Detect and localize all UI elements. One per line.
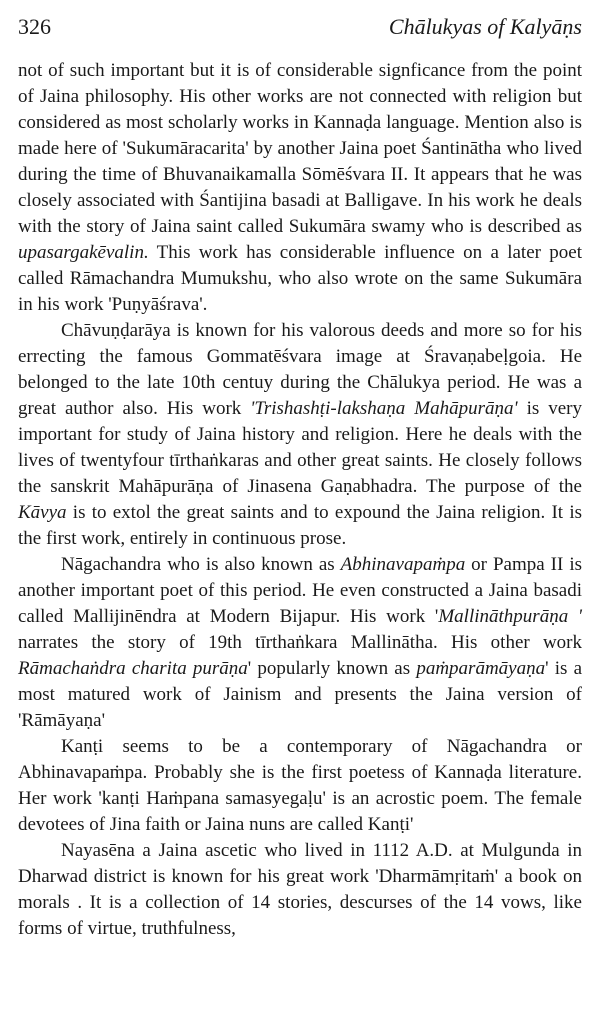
text-span: is very important for study of Jaina history and religion. Here he deals with the lives of twentyfour tīrthaṅkaras and other great saints. He closely follows the sanskrit Mahāpurāṇa of Jinasena Gaṇabhadra. The purpose of the bbox=[18, 398, 582, 497]
text-span: narrates the story of 19th tīrthaṅkara Mallinātha. His other work bbox=[18, 632, 582, 653]
text-span: ' is a most matured work of Jainism and presents the Jaina version of 'Rāmāyaṇa' bbox=[18, 658, 583, 731]
text-span: Kanṭi seems to be a contemporary of Nāgachandra or Abhinavapaṁpa. Probably she is the first poetess of Kannaḍa literature. Her work 'kanṭi Haṁpana samasyegaḷu' is an acrostic poem. The female devotees of Jina faith or Jaina nuns are called Kanṭi' bbox=[18, 736, 582, 835]
text-span: Nayasēna a Jaina ascetic who lived in 1112 A.D. at Mulgunda in Dharwad district is known for his great work 'Dharmāmṛitaṁ' a book on morals . It is a collection of 14 stories, descurses of the 14 vows, like forms of virtue, truthfulness, bbox=[18, 840, 582, 939]
text-span: is to extol the great saints and to expound the Jaina religion. It is the first work, entirely in continuous prose. bbox=[18, 502, 582, 549]
text-span: Chāvuṇḍarāya is known for his valorous deeds and more so for his errecting the famous Gommatēśvara image at Śravaṇabeḷgoia. He belonged to the late 10th centuy during the Chālukya period. He was a great author also. His work bbox=[18, 320, 582, 419]
text-span: not of such important but it is of considerable signficance from the point of Jaina philosophy. His other works are not connected with religion but considered as most scholarly works in Kannaḍa language. Mention also is made here of 'Sukumāracarita' by another Jaina poet Śantinātha who lived during the time of Bhuvanaikamalla Sōmēśvara II. It appears that he was closely associated with Śantijina basadi at Balligave. In his work he deals with the story of Jaina saint called Sukumāra swamy who is described as bbox=[18, 60, 582, 237]
running-title: Chālukyas of Kalyāṇs bbox=[388, 14, 582, 39]
paragraph bbox=[18, 318, 582, 552]
body-text bbox=[18, 58, 582, 942]
paragraph bbox=[18, 838, 582, 942]
paragraph bbox=[18, 552, 582, 734]
italic-term: 'Trishashṭi-lakshaṇa Mahāpurāṇa' bbox=[250, 398, 518, 419]
text-span: ' popularly known as bbox=[247, 658, 417, 679]
italic-term: upasargakēvalin. bbox=[18, 242, 149, 263]
italic-term: Mallināthpurāṇa ' bbox=[438, 606, 582, 627]
paragraph bbox=[18, 58, 582, 318]
italic-term: Abhinavapaṁpa bbox=[340, 554, 466, 575]
paragraph bbox=[18, 734, 582, 838]
page-header bbox=[18, 12, 582, 42]
page-number: 326 bbox=[18, 14, 51, 39]
text-span: This work has considerable influence on a later poet called Rāmachandra Mumukshu, who also wrote on the same Sukumāra in his work 'Puṇyāśrava'. bbox=[18, 242, 582, 315]
italic-term: Kāvya bbox=[18, 502, 67, 523]
text-span: Nāgachandra who is also known as bbox=[61, 554, 341, 575]
text-span: or Pampa II is another important poet of this period. He even constructed a Jaina basadi called Mallijinēndra at Modern Bijapur. His work ' bbox=[18, 554, 582, 627]
italic-term: Rāmachaṅdra charita purāṇa bbox=[18, 658, 248, 679]
italic-term: paṁparāmāyaṇa bbox=[416, 658, 546, 679]
